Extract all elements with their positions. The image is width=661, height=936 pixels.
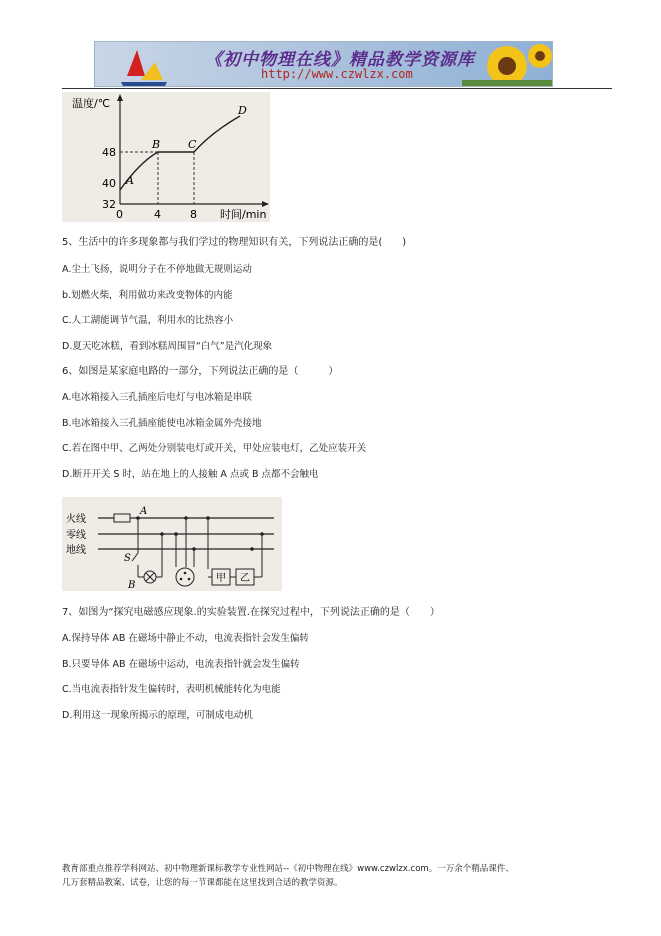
footer-line-2: 几万套精品教案、试卷，让您的每一节课都能在这里找到合适的教学资源。 (62, 878, 343, 888)
graph-point-label: B (152, 138, 161, 151)
graph-ytick: 32 (102, 198, 116, 211)
circuit-box-yi: 乙 (240, 573, 250, 584)
graph-ytick: 40 (102, 177, 116, 190)
temperature-graph (62, 92, 270, 222)
header-banner (94, 41, 553, 87)
circuit-ground-label: 地线 (66, 545, 86, 556)
header-rule (62, 88, 612, 89)
question-6-option-c: C.若在图中甲、乙两处分别装电灯或开关，甲处应装电灯，乙处应装开关 (62, 443, 367, 454)
header-title: 《初中物理在线》精品教学资源库 (205, 50, 475, 70)
circuit-live-label: 火线 (66, 514, 86, 525)
question-7-option-b: B.只要导体 AB 在磁场中运动，电流表指针就会发生偏转 (62, 659, 300, 670)
graph-svg (62, 92, 270, 222)
question-6-option-b: B.电冰箱接入三孔插座能使电冰箱金属外壳接地 (62, 418, 262, 429)
question-7-option-a: A.保持导体 AB 在磁场中静止不动，电流表指针会发生偏转 (62, 633, 309, 644)
question-7-stem: 7、如图为“探究电磁感应现象.的实验装置.在探究过程中，下列说法正确的是（ ） (62, 607, 440, 618)
graph-xtick: 8 (190, 208, 197, 221)
question-7-option-c: C.当电流表指针发生偏转时，表明机械能转化为电能 (62, 684, 281, 695)
footer-line-1: 教育部重点推荐学科网站、初中物理新课标教学专业性网站--《初中物理在线》www.czwlzx.com。一万余个精品课件、 (62, 864, 514, 874)
graph-xtick: 4 (154, 208, 161, 221)
question-5-stem: 5、生活中的许多现象都与我们学过的物理知识有关，下列说法正确的是( ) (62, 237, 407, 248)
question-5-option-c: C.人工湖能调节气温，利用水的比热容小 (62, 315, 234, 326)
question-5-option-d: D.夏天吃冰糕，看到冰糕周围冒“白气”是汽化现象 (62, 341, 273, 352)
circuit-box-jia: 甲 (216, 573, 226, 584)
question-6-stem: 6、如图是某家庭电路的一部分，下列说法正确的是（ ） (62, 366, 339, 377)
circuit-point-b: B (128, 580, 136, 591)
graph-origin: 0 (116, 208, 123, 221)
header-url[interactable]: http://www.czwlzx.com (261, 67, 413, 81)
graph-ytick: 48 (102, 146, 116, 159)
circuit-point-a: A (140, 506, 148, 517)
circuit-diagram (62, 497, 282, 591)
graph-point-label: A (126, 174, 134, 187)
sunflower-icon (462, 42, 552, 87)
circuit-neutral-label: 零线 (66, 530, 86, 541)
circuit-svg (62, 497, 282, 591)
graph-point-label: C (188, 138, 197, 151)
footer (62, 862, 622, 890)
question-6-option-a: A.电冰箱接入三孔插座后电灯与电冰箱是串联 (62, 392, 252, 403)
graph-point-label: D (238, 104, 247, 117)
logo-icon (115, 42, 175, 87)
question-6-option-d: D.断开开关 S 时，站在地上的人接触 A 点或 B 点都不会触电 (62, 469, 319, 480)
graph-xlabel: 时间/min (220, 208, 267, 221)
question-7-option-d: D.利用这一现象所揭示的原理，可制成电动机 (62, 710, 253, 721)
question-5-option-b: b.划燃火柴，利用做功来改变物体的内能 (62, 290, 233, 301)
circuit-switch-s: S (124, 553, 131, 564)
question-5-option-a: A.尘土飞扬，说明分子在不停地做无规则运动 (62, 264, 252, 275)
graph-ylabel: 温度/℃ (72, 97, 111, 110)
